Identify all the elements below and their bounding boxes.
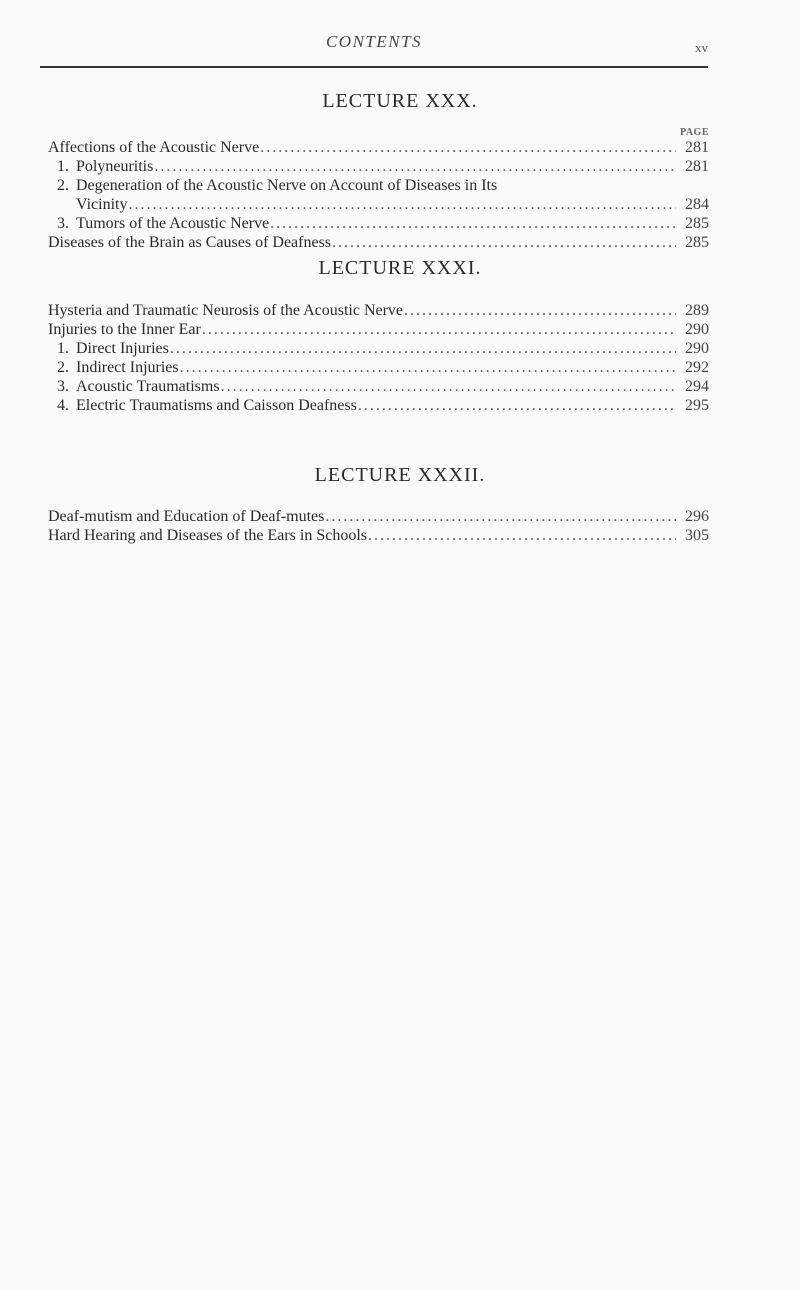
toc-entry[interactable]	[48, 138, 709, 157]
entry-number: 3.	[57, 378, 69, 395]
page-number: 296	[685, 508, 709, 525]
page-folio: xv	[695, 40, 708, 55]
dot-leader	[180, 358, 676, 377]
entry-number: 1.	[57, 158, 69, 175]
toc-entry[interactable]	[48, 358, 709, 377]
page-number: 285	[685, 234, 709, 251]
lecture-heading: LECTURE XXXI.	[318, 257, 482, 279]
dot-leader	[358, 396, 676, 415]
dot-leader	[260, 138, 676, 157]
dot-leader	[404, 301, 676, 320]
entry-number: 2.	[57, 177, 69, 194]
toc-entry[interactable]	[48, 157, 709, 176]
page-number: 295	[685, 397, 709, 414]
toc-entry[interactable]	[48, 396, 709, 415]
dot-leader	[170, 339, 676, 358]
entry-title: Hysteria and Traumatic Neurosis of the Acoustic Nerve	[48, 302, 404, 319]
page-header	[40, 30, 708, 68]
dot-leader	[368, 526, 676, 545]
entry-title: Tumors of the Acoustic Nerve	[76, 215, 270, 232]
entry-number: 3.	[57, 215, 69, 232]
toc-entry[interactable]	[48, 377, 709, 396]
toc-lecture-xxxii	[48, 507, 709, 545]
dot-leader	[270, 214, 676, 233]
toc-entry[interactable]	[48, 320, 709, 339]
toc-entry[interactable]	[48, 214, 709, 233]
entry-title: Degeneration of the Acoustic Nerve on Account of Diseases in Its	[76, 177, 498, 194]
toc-entry[interactable]	[48, 339, 709, 358]
toc-lecture-xxx	[48, 138, 709, 252]
page-number: 290	[685, 340, 709, 357]
toc-entry[interactable]	[48, 526, 709, 545]
toc-lecture-xxxi	[48, 301, 709, 415]
toc-entry-continuation[interactable]	[48, 195, 709, 214]
page-number: 290	[685, 321, 709, 338]
entry-number: 1.	[57, 340, 69, 357]
page-column-label: PAGE	[679, 127, 709, 138]
lecture-heading: LECTURE XXXII.	[314, 464, 486, 486]
entry-title: Indirect Injuries	[76, 359, 179, 376]
page-number: 289	[685, 302, 709, 319]
toc-entry[interactable]	[48, 301, 709, 320]
dot-leader	[202, 320, 676, 339]
entry-title: Affections of the Acoustic Nerve	[48, 139, 260, 156]
entry-title-line1	[57, 176, 497, 195]
page-number: 294	[685, 378, 709, 395]
entry-number: 4.	[57, 397, 69, 414]
entry-title: Diseases of the Brain as Causes of Deafness	[48, 234, 332, 251]
entry-title: Electric Traumatisms and Caisson Deafness	[76, 397, 357, 414]
entry-title-continuation: Vicinity	[76, 196, 128, 213]
running-title: CONTENTS	[325, 32, 423, 51]
entry-title: Polyneuritis	[76, 158, 154, 175]
page-number: 284	[685, 196, 709, 213]
dot-leader	[154, 157, 676, 176]
entry-title: Acoustic Traumatisms	[76, 378, 220, 395]
toc-entry[interactable]	[48, 507, 709, 526]
dot-leader	[332, 233, 676, 252]
entry-title: Direct Injuries	[76, 340, 169, 357]
page-number: 281	[685, 158, 709, 175]
page-number: 285	[685, 215, 709, 232]
entry-title: Hard Hearing and Diseases of the Ears in Schools	[48, 527, 368, 544]
entry-number: 2.	[57, 359, 69, 376]
entry-title: Deaf-mutism and Education of Deaf-mutes	[48, 508, 325, 525]
dot-leader	[325, 507, 676, 526]
entry-title: Injuries to the Inner Ear	[48, 321, 201, 338]
lecture-heading: LECTURE XXX.	[322, 90, 478, 112]
page-number: 305	[685, 527, 709, 544]
page-number: 281	[685, 139, 709, 156]
toc-entry[interactable]	[48, 176, 709, 195]
dot-leader	[221, 377, 676, 396]
page-number: 292	[685, 359, 709, 376]
dot-leader	[128, 195, 676, 214]
toc-entry[interactable]	[48, 233, 709, 252]
